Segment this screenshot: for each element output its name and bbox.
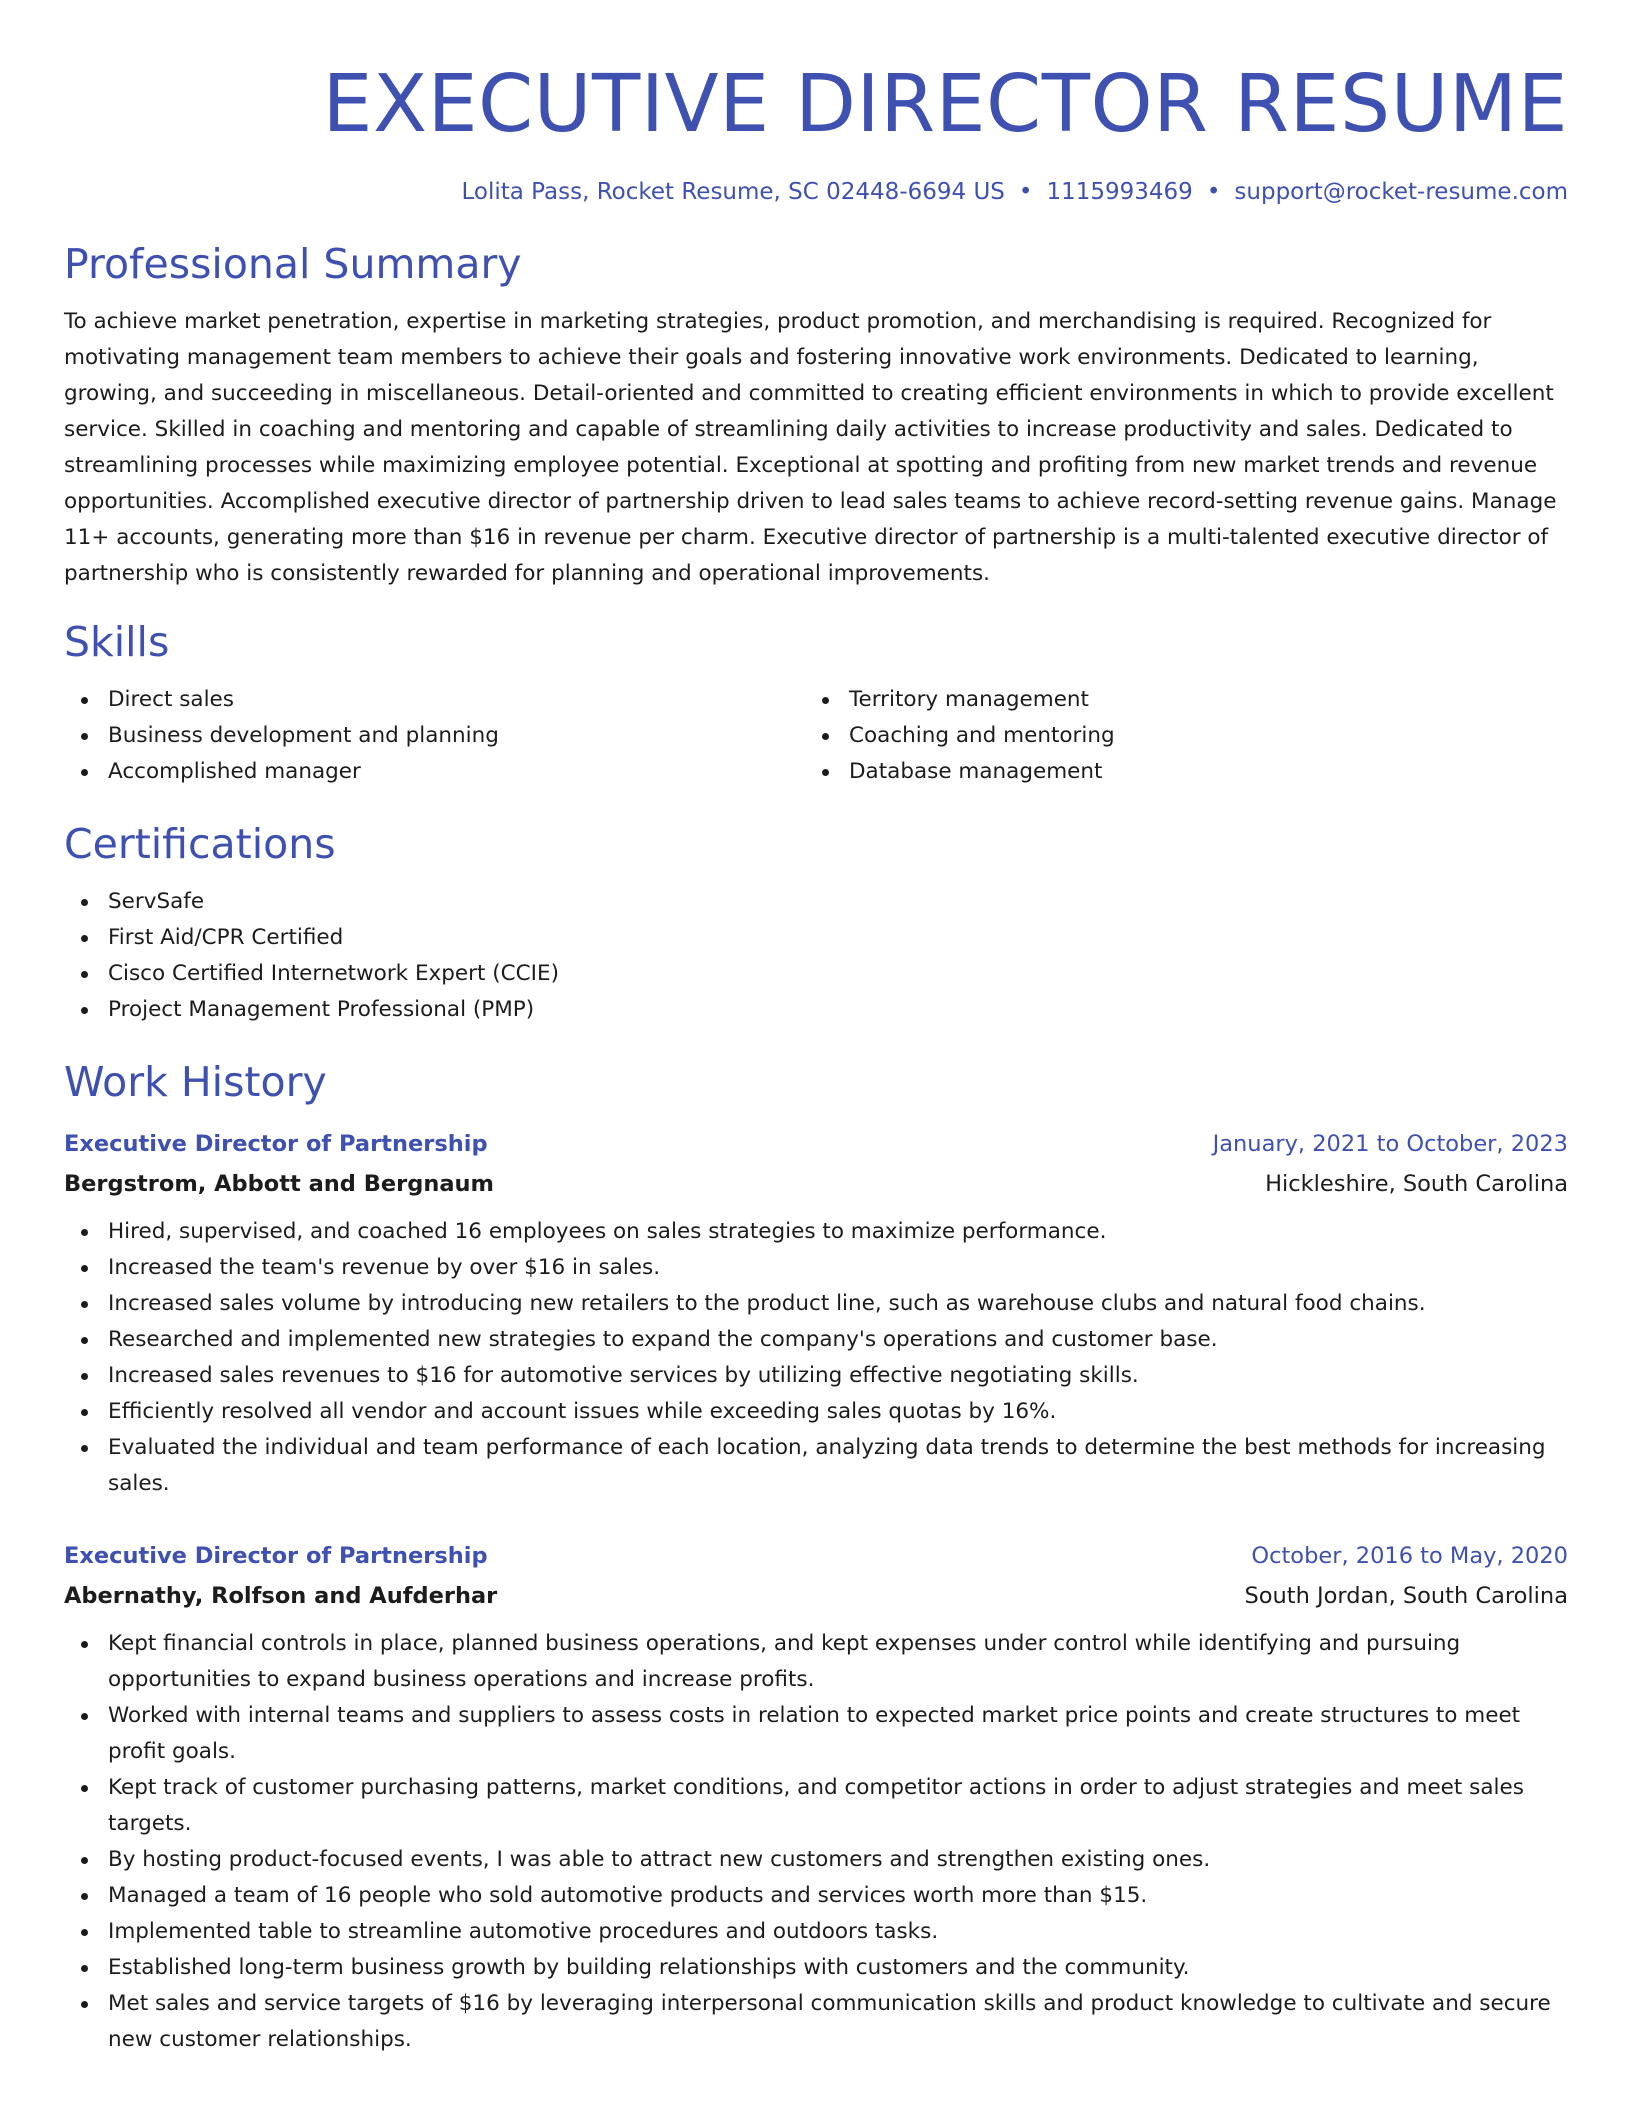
job-bullet: Hired, supervised, and coached 16 employees on sales strategies to maximize performance. xyxy=(64,1214,1568,1250)
job-bullet: Increased the team's revenue by over $16 in sales. xyxy=(64,1250,1568,1286)
job-bullet: Managed a team of 16 people who sold automotive products and services worth more than $15. xyxy=(64,1878,1568,1914)
certification-item: First Aid/CPR Certified xyxy=(64,920,1568,956)
contact-separator: • xyxy=(1018,179,1033,205)
job-bullet: Evaluated the individual and team performance of each location, analyzing data trends to determine the best methods for increasing sales. xyxy=(64,1430,1568,1502)
job-location: Hickleshire, South Carolina xyxy=(1265,1171,1568,1197)
job-entry xyxy=(64,1536,1568,2058)
contact-address: Lolita Pass, Rocket Resume, SC 02448-6694 US xyxy=(461,179,1005,205)
skill-item: Business development and planning xyxy=(64,718,805,754)
job-bullet: Established long-term business growth by building relationships with customers and the community. xyxy=(64,1950,1568,1986)
work-history-heading: Work History xyxy=(64,1058,327,1106)
job-bullet-list xyxy=(64,1214,1568,1502)
job-title-row xyxy=(64,1124,1568,1164)
certifications-heading: Certifications xyxy=(64,820,336,868)
job-bullet: Implemented table to streamline automotive procedures and outdoors tasks. xyxy=(64,1914,1568,1950)
job-bullet: Kept financial controls in place, planned business operations, and kept expenses under control while identifying and pursuing opportunities to expand business operations and increase profits. xyxy=(64,1626,1568,1698)
job-location: South Jordan, South Carolina xyxy=(1244,1583,1568,1609)
certification-item: Project Management Professional (PMP) xyxy=(64,992,1568,1028)
resume-title: EXECUTIVE DIRECTOR RESUME xyxy=(322,58,1568,150)
job-bullet: Increased sales volume by introducing new retailers to the product line, such as warehouse clubs and natural food chains. xyxy=(64,1286,1568,1322)
job-bullet: Worked with internal teams and suppliers to assess costs in relation to expected market price points and create structures to meet profit goals. xyxy=(64,1698,1568,1770)
job-company-row xyxy=(64,1576,1568,1616)
skill-item: Territory management xyxy=(805,682,1546,718)
certification-item: ServSafe xyxy=(64,884,1568,920)
contact-line xyxy=(64,176,1568,208)
job-bullet: Increased sales revenues to $16 for automotive services by utilizing effective negotiating skills. xyxy=(64,1358,1568,1394)
job-company: Bergstrom, Abbott and Bergnaum xyxy=(64,1171,494,1197)
job-dates: October, 2016 to May, 2020 xyxy=(1251,1543,1568,1569)
skills-left-column xyxy=(64,682,805,790)
skills-grid xyxy=(64,682,1568,790)
contact-email: support@rocket-resume.com xyxy=(1234,179,1568,205)
job-bullet: Kept track of customer purchasing patterns, market conditions, and competitor actions in order to adjust strategies and meet sales targets. xyxy=(64,1770,1568,1842)
skills-heading: Skills xyxy=(64,618,170,666)
job-entry xyxy=(64,1124,1568,1502)
skill-item: Coaching and mentoring xyxy=(805,718,1546,754)
summary-text: To achieve market penetration, expertise in marketing strategies, product promotion, and merchandising is required. Recognized for motivating management team members to achieve their goals and fostering innovative work environments. Dedicated to learning, growing, and succeeding in miscellaneous. Detail-oriented and committed to creating efficient environments in which to provide excellent service. Skilled in coaching and mentoring and capable of streamlining daily activities to increase productivity and sales. Dedicated to streamlining processes while maximizing employee potential. Exceptional at spotting and profiting from new market trends and revenue opportunities. Accomplished executive director of partnership driven to lead sales teams to achieve record-setting revenue gains. Manage 11+ accounts, generating more than $16 in revenue per charm. Executive director of partnership is a multi-talented executive director of partnership who is consistently rewarded for planning and operational improvements. xyxy=(64,309,1557,586)
skill-item: Database management xyxy=(805,754,1546,790)
contact-separator: • xyxy=(1206,179,1221,205)
summary-heading: Professional Summary xyxy=(64,240,522,288)
job-title-row xyxy=(64,1536,1568,1576)
job-title: Executive Director of Partnership xyxy=(64,1543,488,1569)
job-bullet: Met sales and service targets of $16 by leveraging interpersonal communication skills and product knowledge to cultivate and secure new customer relationships. xyxy=(64,1986,1568,2058)
job-company-row xyxy=(64,1164,1568,1204)
job-bullet: By hosting product-focused events, I was able to attract new customers and strengthen existing ones. xyxy=(64,1842,1568,1878)
skill-item: Accomplished manager xyxy=(64,754,805,790)
skill-item: Direct sales xyxy=(64,682,805,718)
job-title: Executive Director of Partnership xyxy=(64,1131,488,1157)
certification-item: Cisco Certified Internetwork Expert (CCIE) xyxy=(64,956,1568,992)
job-bullet-list xyxy=(64,1626,1568,2058)
job-bullet: Efficiently resolved all vendor and account issues while exceeding sales quotas by 16%. xyxy=(64,1394,1568,1430)
job-dates: January, 2021 to October, 2023 xyxy=(1212,1131,1568,1157)
contact-phone: 1115993469 xyxy=(1046,179,1193,205)
certifications-list xyxy=(64,884,1568,1028)
job-company: Abernathy, Rolfson and Aufderhar xyxy=(64,1583,498,1609)
skills-right-column xyxy=(805,682,1546,790)
job-bullet: Researched and implemented new strategies to expand the company's operations and customer base. xyxy=(64,1322,1568,1358)
